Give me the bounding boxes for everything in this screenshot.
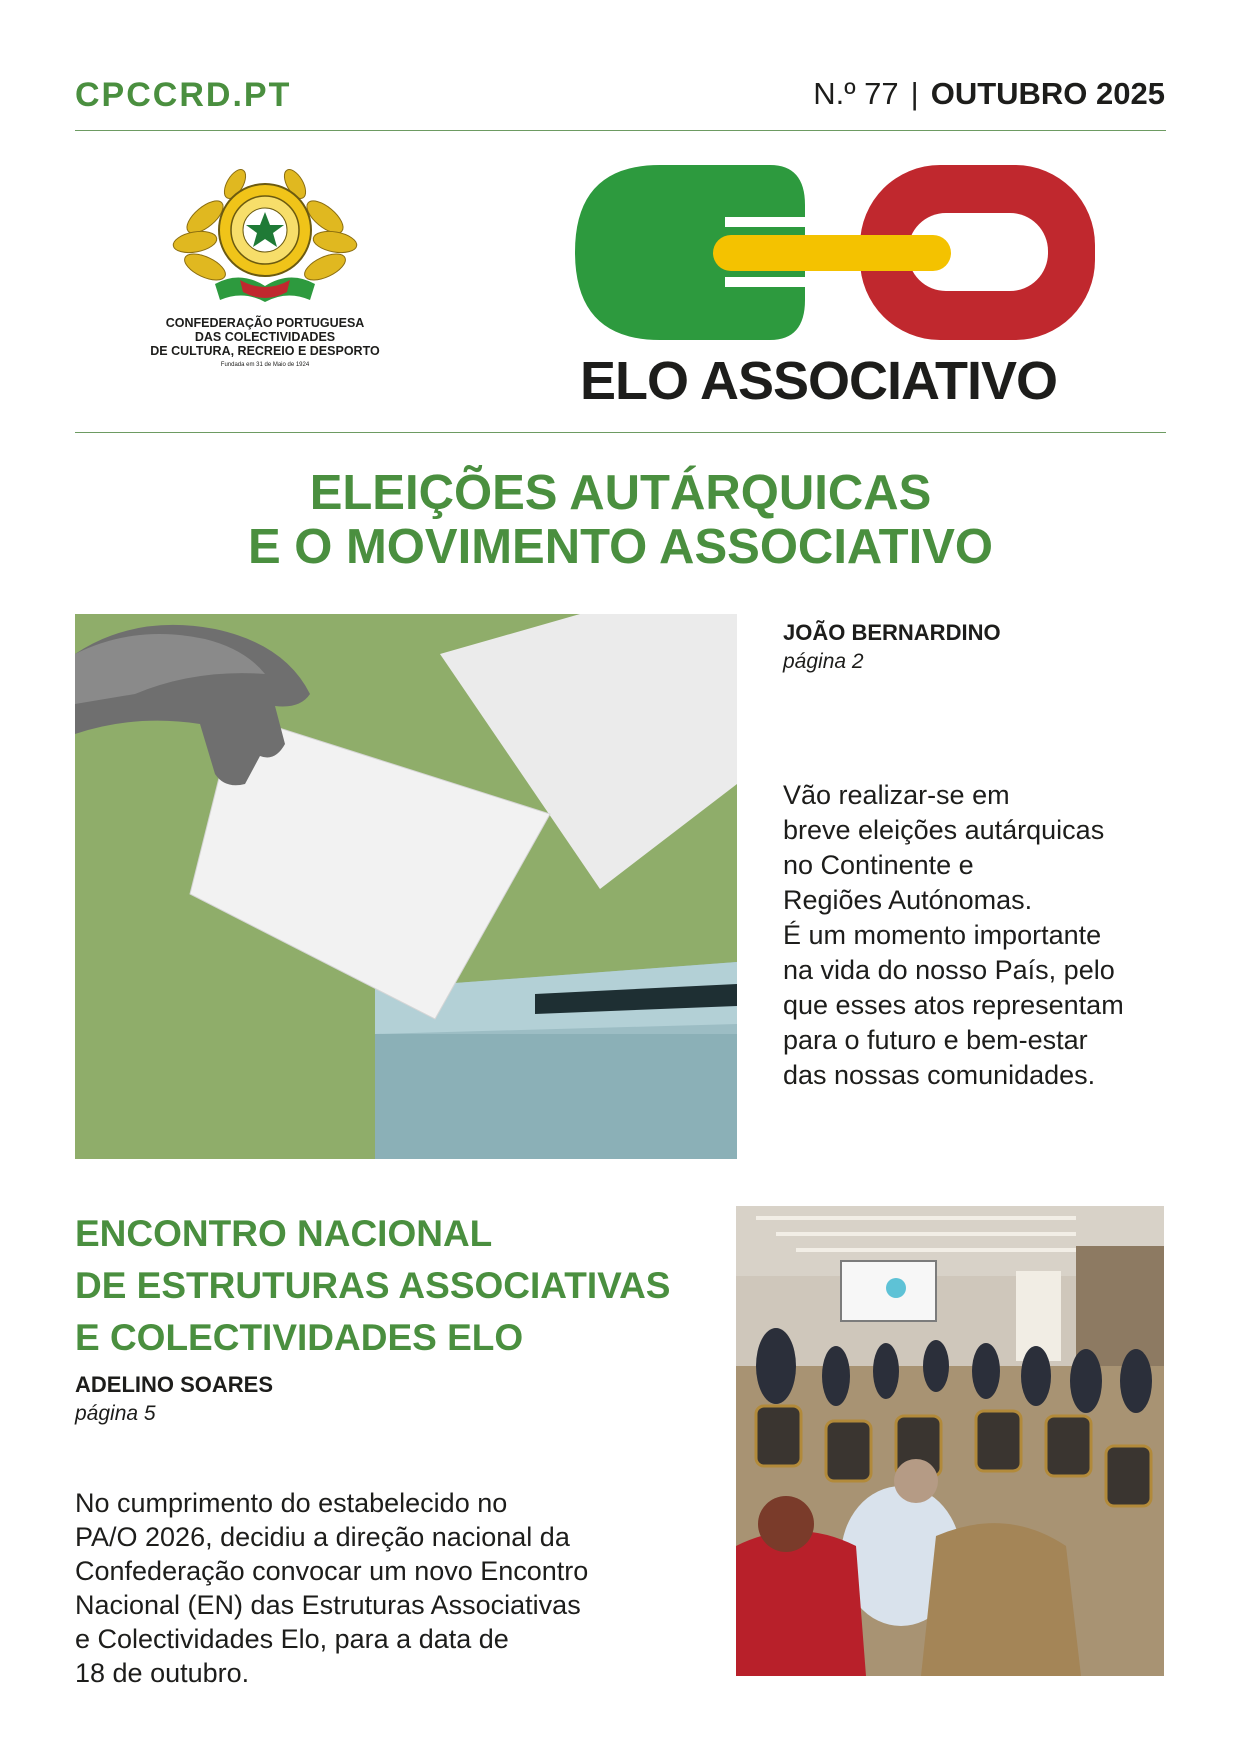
article-body [783,778,1163,1093]
confederation-emblem [165,162,365,312]
body-line: das nossas comunidades. [783,1060,1096,1090]
second-headline-line: DE ESTRUTURAS ASSOCIATIVAS [75,1265,671,1306]
body-line: Vão realizar-se em [783,780,1010,810]
body-line: que esses atos representam [783,990,1124,1020]
body-line: no Continente e [783,850,974,880]
article-author: ADELINO SOARES [75,1372,274,1397]
issue-separator: | [910,76,919,111]
confederation-name-line: CONFEDERAÇÃO PORTUGUESA [165,316,365,330]
founded-note: Fundada em 31 de Maio de 1924 [220,362,310,368]
issue-info [813,76,1165,112]
ballot-box-photo [75,614,737,1159]
main-headline-line: ELEIÇÕES AUTÁRQUICAS [309,466,932,520]
site-url[interactable]: CPCCRD.PT [75,76,292,114]
main-headline-line: E O MOVIMENTO ASSOCIATIVO [247,520,994,574]
main-headline[interactable] [75,466,1166,574]
elo-logo-icon [575,165,1095,340]
publication-title: ELO ASSOCIATIVO [580,351,1058,411]
body-line: É um momento importante [783,920,1102,950]
body-line: para o futuro e bem-estar [783,1025,1088,1055]
article-author: JOÃO BERNARDINO [783,620,1001,645]
body-line: 18 de outubro. [75,1658,250,1688]
second-headline-line: E COLECTIVIDADES ELO [75,1317,524,1358]
body-line: PA/O 2026, decidiu a direção nacional da [75,1522,570,1552]
body-line: e Colectividades Elo, para a data de [75,1624,509,1654]
confederation-name [130,316,400,358]
body-line: Confederação convocar um novo Encontro [75,1556,589,1586]
header-divider [75,130,1166,131]
masthead-divider [75,432,1166,433]
body-line: Nacional (EN) das Estruturas Associativas [75,1590,581,1620]
body-line: No cumprimento do estabelecido no [75,1488,508,1518]
conference-room-photo [736,1206,1164,1676]
second-headline-line: ENCONTRO NACIONAL [75,1213,493,1254]
confederation-name-line: DE CULTURA, RECREIO E DESPORTO [150,344,380,358]
issue-number: N.º 77 [813,76,899,111]
confederation-name-line: DAS COLECTIVIDADES [194,330,336,344]
body-line: Regiões Autónomas. [783,885,1033,915]
page-reference[interactable]: página 2 [783,650,864,673]
page-reference[interactable]: página 5 [75,1402,156,1425]
body-line: na vida do nosso País, pelo [783,955,1115,985]
second-headline[interactable] [75,1208,670,1364]
body-line: breve eleições autárquicas [783,815,1105,845]
article-body [75,1486,675,1690]
issue-date: OUTUBRO 2025 [930,76,1165,111]
